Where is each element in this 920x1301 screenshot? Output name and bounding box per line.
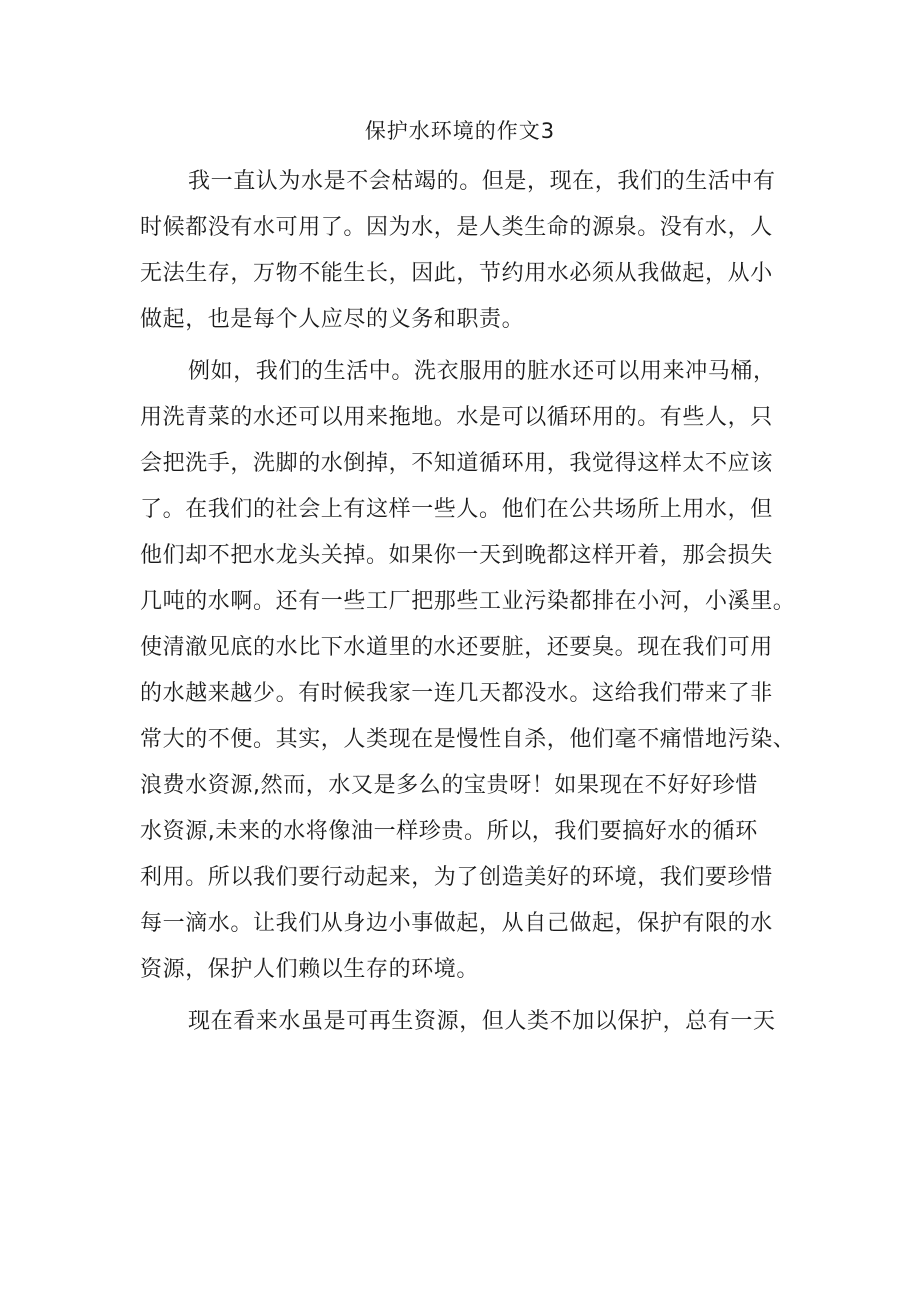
- paragraph-2-line-8: 的水越来越少。有时候我家一连几天都没水。这给我们带来了非: [140, 681, 773, 706]
- paragraph-2-line-12: 利用。所以我们要行动起来，为了创造美好的环境，我们要珍惜: [140, 865, 773, 890]
- paragraph-1-line-4: 做起，也是每个人应尽的义务和职责。: [140, 307, 525, 332]
- paragraph-2-line-1: 例如，我们的生活中。洗衣服用的脏水还可以用来冲马桶，: [188, 359, 776, 384]
- paragraph-2-line-2: 用洗青菜的水还可以用来拖地。水是可以循环用的。有些人，只: [140, 405, 773, 430]
- paragraph-3-line-1: 现在看来水虽是可再生资源，但人类不加以保护，总有一天: [188, 1009, 776, 1034]
- paragraph-1-line-2: 时候都没有水可用了。因为水，是人类生命的源泉。没有水，人: [140, 215, 773, 240]
- paragraph-2-line-11: 水资源,未来的水将像油一样珍贵。所以，我们要搞好水的循环: [140, 819, 758, 844]
- paragraph-2-line-14: 资源，保护人们赖以生存的环境。: [140, 957, 480, 982]
- paragraph-2-line-13: 每一滴水。让我们从身边小事做起，从自己做起，保护有限的水: [140, 911, 773, 936]
- document-title: 保护水环境的作文3: [364, 119, 556, 143]
- paragraph-2-line-9: 常大的不便。其实，人类现在是慢性自杀，他们毫不痛惜地污染、: [140, 727, 796, 752]
- paragraph-2-line-7: 使清澈见底的水比下水道里的水还要脏，还要臭。现在我们可用: [140, 635, 773, 660]
- paragraph-1-line-1: 我一直认为水是不会枯竭的。但是，现在，我们的生活中有: [188, 169, 776, 194]
- paragraph-2-line-6: 几吨的水啊。还有一些工厂把那些工业污染都排在小河，小溪里。: [140, 589, 796, 614]
- paragraph-2-line-4: 了。在我们的社会上有这样一些人。他们在公共场所上用水，但: [140, 497, 773, 522]
- paragraph-2-line-10: 浪费水资源,然而，水又是多么的宝贵呀！如果现在不好好珍惜: [140, 773, 758, 798]
- paragraph-1-line-3: 无法生存，万物不能生长，因此，节约用水必须从我做起，从小: [140, 261, 773, 286]
- paragraph-2-line-3: 会把洗手，洗脚的水倒掉，不知道循环用，我觉得这样太不应该: [140, 451, 773, 476]
- paragraph-2-line-5: 他们却不把水龙头关掉。如果你一天到晚都这样开着，那会损失: [140, 543, 773, 568]
